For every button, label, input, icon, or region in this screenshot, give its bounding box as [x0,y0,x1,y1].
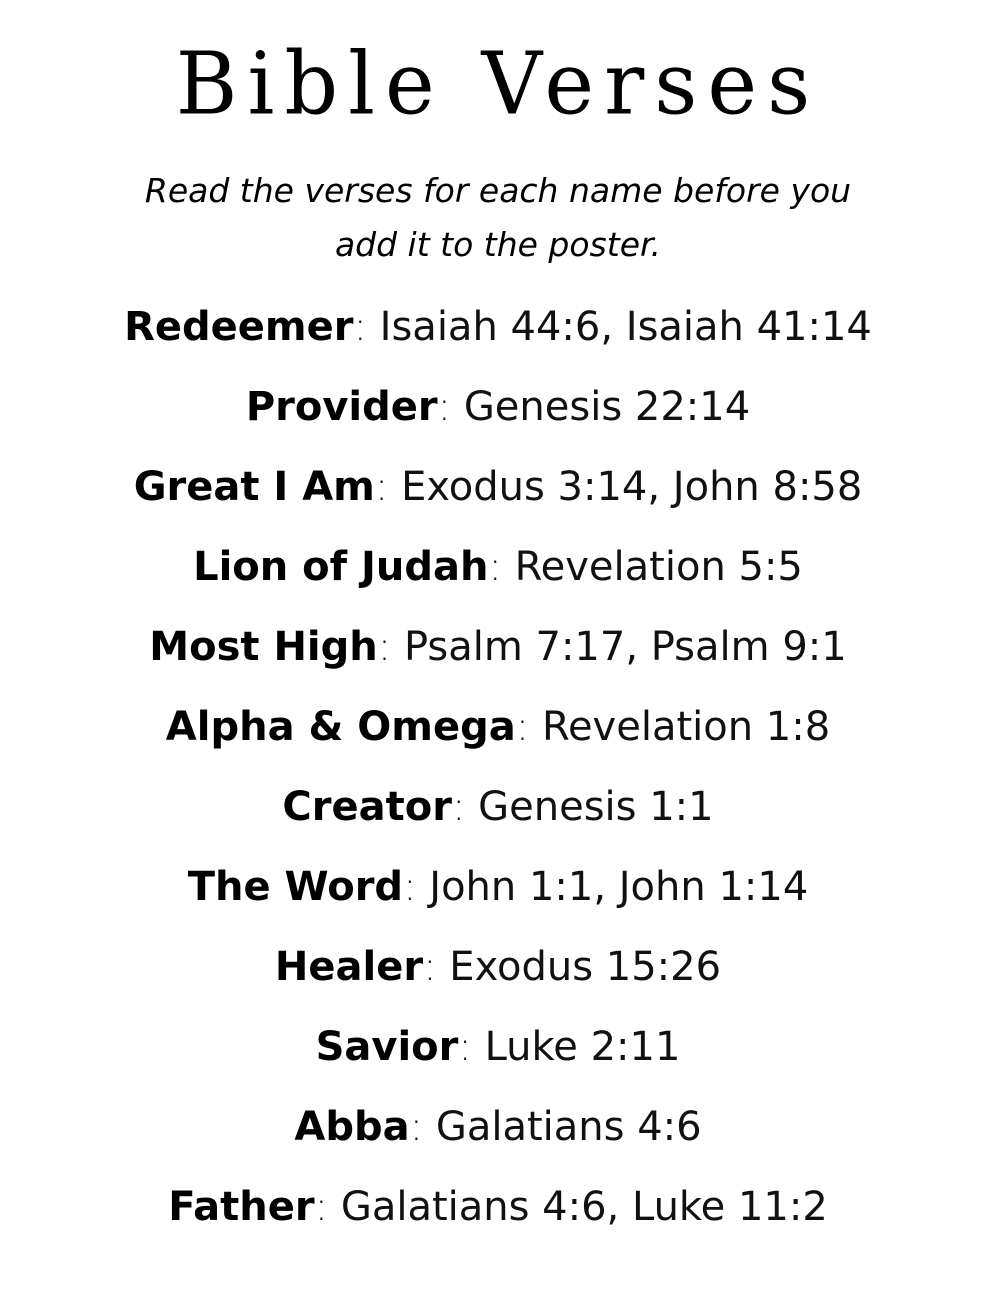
entry-references: Exodus 15:26 [449,944,722,990]
verse-entry-savior [0,1007,996,1087]
entry-references: Revelation 1:8 [541,704,831,750]
verse-entry-provider [0,367,996,447]
entry-separator: : [409,1104,424,1150]
entry-references: Psalm 7:17, Psalm 9:1 [403,624,847,670]
entry-references: Revelation 5:5 [514,544,803,590]
entry-separator: : [451,784,466,830]
verse-entry-most-high [0,607,996,687]
entry-name: Savior [315,1024,459,1070]
entry-name: Lion of Judah [193,544,489,590]
entry-references: Genesis 22:14 [463,384,751,430]
entry-references: Exodus 3:14, John 8:58 [401,464,863,510]
entry-separator: : [377,624,392,670]
entry-separator: : [515,704,530,750]
entry-references: Luke 2:11 [484,1024,681,1070]
entry-name: Most High [149,624,378,670]
entry-name: Abba [294,1104,410,1150]
entry-separator: : [314,1184,329,1230]
entry-separator: : [353,304,367,350]
verse-entry-father [0,1167,996,1247]
entry-name: The Word [187,864,404,910]
verse-entry-the-word [0,847,996,927]
verse-entry-creator [0,767,996,847]
entry-name: Great I Am [133,464,375,510]
entry-name: Alpha & Omega [165,704,516,750]
entry-references: Galatians 4:6, Luke 11:2 [340,1184,828,1230]
entry-separator: : [403,864,417,910]
entry-separator: : [437,384,452,430]
entry-separator: : [374,464,389,510]
verse-entry-alpha-omega [0,687,996,767]
entry-references: Galatians 4:6 [435,1104,702,1150]
entry-name: Provider [245,384,438,430]
entry-separator: : [488,544,502,590]
verse-entry-redeemer [0,287,996,367]
entry-references: Genesis 1:1 [478,784,714,830]
entry-name: Redeemer [124,304,354,350]
page-title: Bible Verses [175,34,821,134]
instructions-subtitle: Read the verses for each name before you add it to the poster. [144,171,852,264]
verse-entry-abba [0,1087,996,1167]
verse-list [0,287,996,1247]
entry-separator: : [423,944,437,990]
verse-entry-healer [0,927,996,1007]
entry-name: Creator [282,784,452,830]
verse-entry-great-i-am [0,447,996,527]
entry-name: Father [168,1184,315,1230]
entry-separator: : [458,1024,472,1070]
verse-entry-lion-of-judah [0,527,996,607]
entry-references: Isaiah 44:6, Isaiah 41:14 [379,304,872,350]
entry-name: Healer [274,944,424,990]
entry-references: John 1:1, John 1:14 [429,864,809,910]
